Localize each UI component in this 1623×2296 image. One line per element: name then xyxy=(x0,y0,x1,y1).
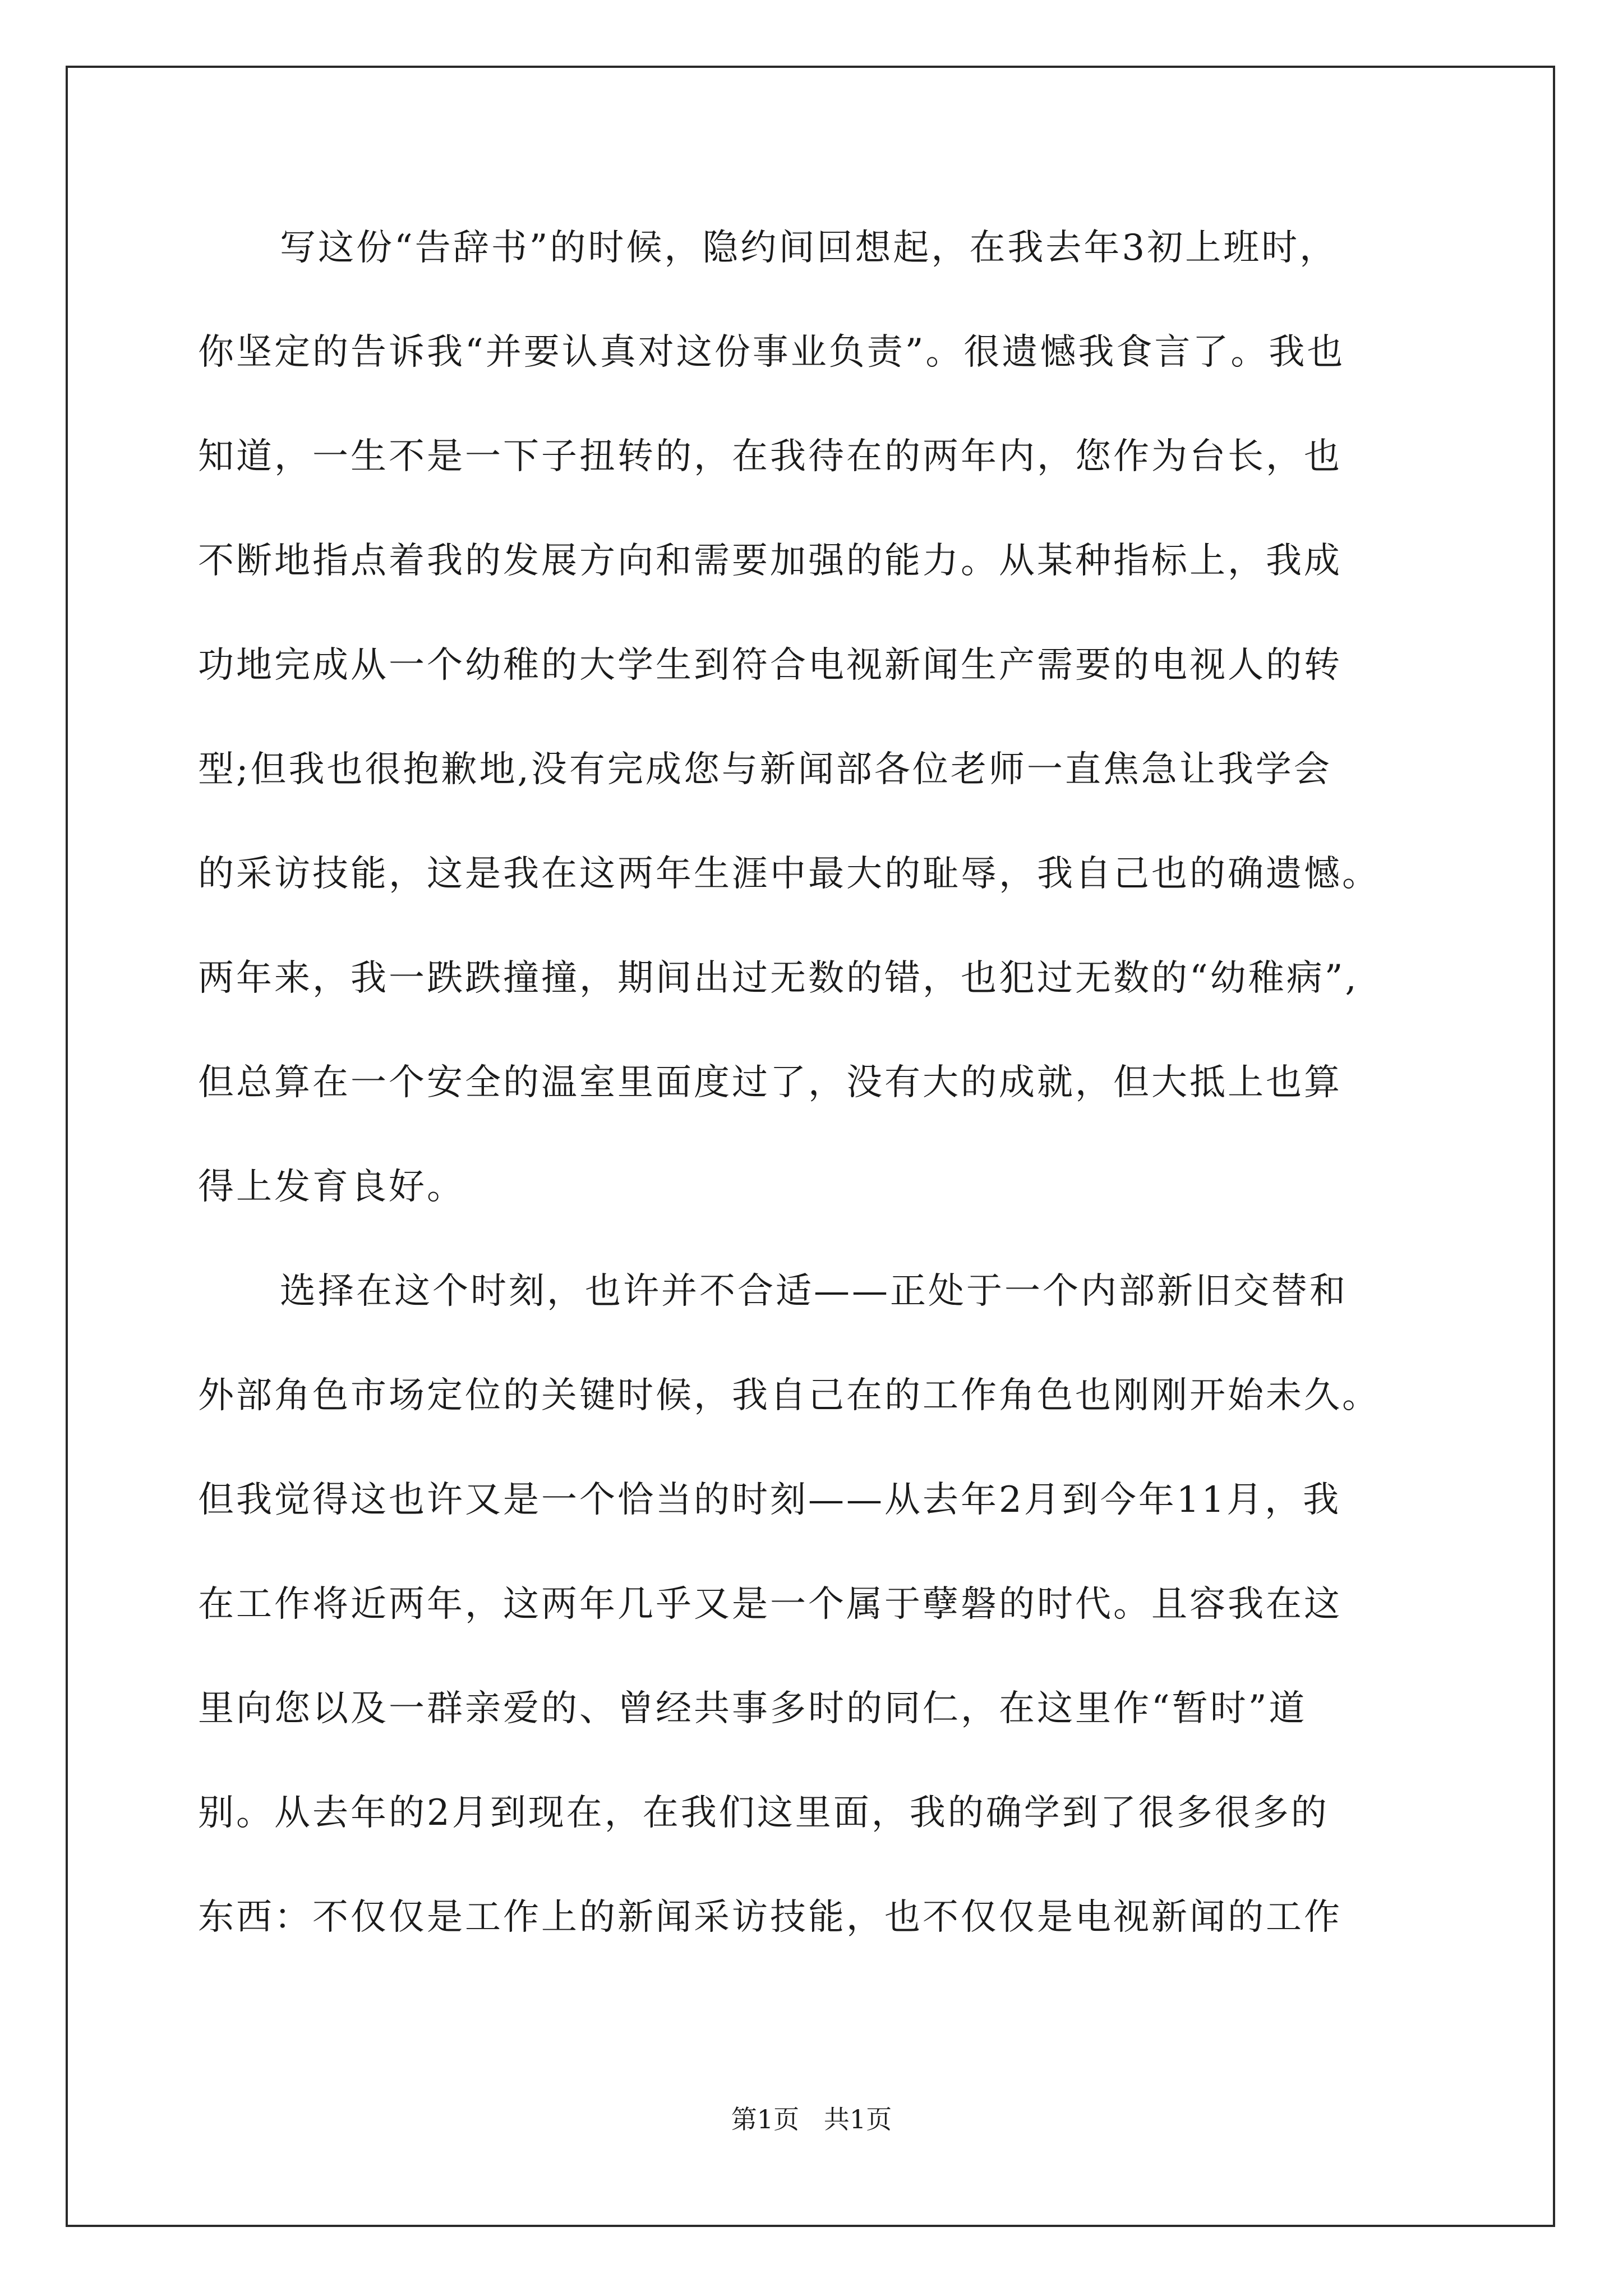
page-footer: 第1页 共1页 xyxy=(731,2104,892,2134)
paragraph-2-line-1: 选择在这个时刻，也许并不合适——正处于一个内部新旧交替和 xyxy=(280,1271,1348,1312)
paragraph-1-line-2: 你坚定的告诉我“并要认真对这份事业负责”。很遗憾我食言了。我也 xyxy=(198,332,1345,373)
paragraph-2-line-5: 里向您以及一群亲爱的、曾经共事多时的同仁，在这里作“暂时”道 xyxy=(198,1688,1307,1729)
paragraph-2-line-4: 在工作将近两年，这两年几乎又是一个属于孽磐的时代。且容我在这 xyxy=(198,1584,1342,1625)
paragraph-1-line-4: 不断地指点着我的发展方向和需要加强的能力。从某种指标上，我成 xyxy=(198,540,1342,582)
document-body xyxy=(198,196,1432,1970)
paragraph-1-line-5: 功地完成从一个幼稚的大学生到符合电视新闻生产需要的电视人的转 xyxy=(198,645,1342,686)
paragraph-1-line-3: 知道，一生不是一下子扭转的，在我待在的两年内，您作为台长，也 xyxy=(198,436,1342,477)
paragraph-1-line-6: 型;但我也很抱歉地,没有完成您与新闻部各位老师一直焦急让我学会 xyxy=(198,749,1332,790)
paragraph-1-line-10: 得上发育良好。 xyxy=(198,1166,465,1208)
paragraph-2-line-3: 但我觉得这也许又是一个恰当的时刻——从去年2月到今年11月，我 xyxy=(198,1479,1341,1521)
paragraph-1-line-1: 写这份“告辞书”的时候，隐约间回想起，在我去年3初上班时， xyxy=(280,227,1338,269)
paragraph-2-line-2: 外部角色市场定位的关键时候，我自己在的工作角色也刚刚开始未久。 xyxy=(198,1375,1380,1416)
paragraph-1-line-8: 两年来，我一跌跌撞撞，期间出过无数的错，也犯过无数的“幼稚病”, xyxy=(198,958,1359,999)
paragraph-2-line-7: 东西：不仅仅是工作上的新闻采访技能，也不仅仅是电视新闻的工作 xyxy=(198,1897,1342,1938)
paragraph-1-line-7: 的采访技能，这是我在这两年生涯中最大的耻辱，我自己也的确遗憾。 xyxy=(198,853,1380,895)
paragraph-1-line-9: 但总算在一个安全的温室里面度过了，没有大的成就，但大抵上也算 xyxy=(198,1062,1342,1103)
paragraph-2-line-6: 别。从去年的2月到现在，在我们这里面，我的确学到了很多很多的 xyxy=(198,1792,1329,1834)
